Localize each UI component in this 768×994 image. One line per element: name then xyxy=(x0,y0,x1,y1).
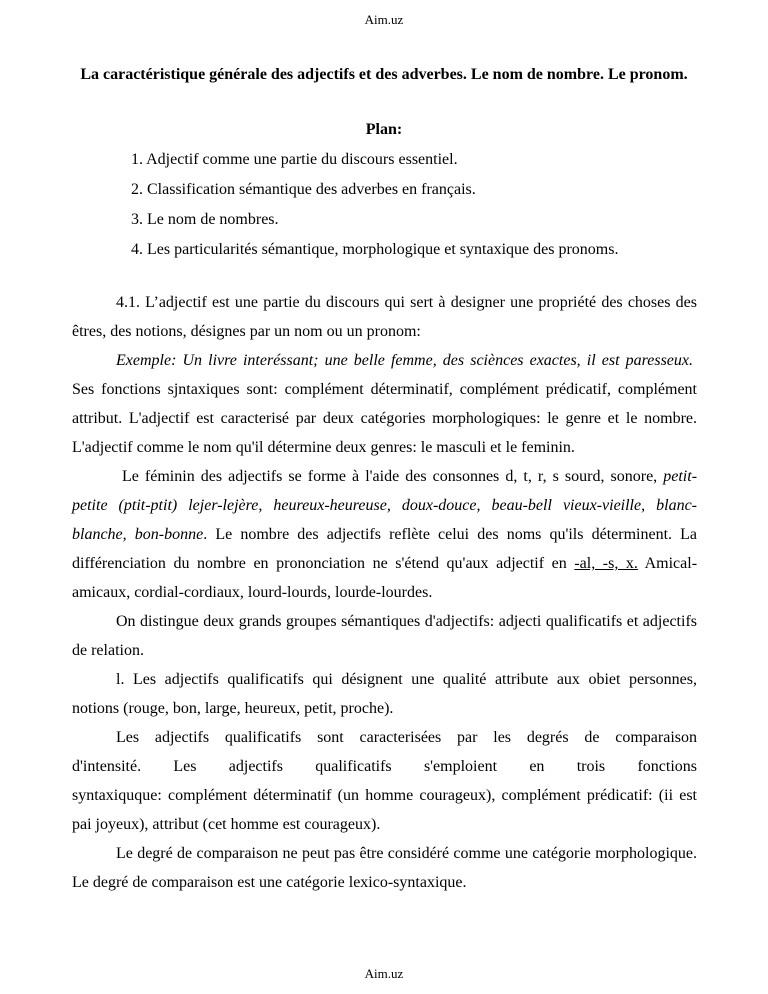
feminine-examples: petit-petite (ptit-ptit) lejer-lejère, heureux-heureuse, doux-douce, beau-bell vieux-vieille, blanc-blanche, bon-bonne xyxy=(72,468,698,543)
number-text: . Le nombre des adjectifs reflète celui des noms qu'ils déterminent. La différenciation du nombre en prononciation ne s'étend qu'aux adjectif en xyxy=(72,526,697,572)
plan-item: 4. Les particularités sémantique, morphologique et syntaxique des pronoms. xyxy=(131,241,619,258)
plan-list xyxy=(131,145,618,265)
page-header: Aim.uz xyxy=(364,12,404,27)
paragraph-definition: 4.1. L’adjectif est une partie du discours qui sert à designer une propriété des choses des êtres, des notions, désignes par un nom ou un pronom: xyxy=(72,294,697,340)
plan-item: 1. Adjectif comme une partie du discours essentiel. xyxy=(131,151,458,168)
paragraph-groups: On distingue deux grands groupes sémantiques d'adjectifs: adjecti qualificatifs et adjectifs de relation. xyxy=(72,613,697,659)
feminine-lead: Le féminin des adjectifs se forme à l'aide des consonnes d, t, r, s sourd, sonore, xyxy=(122,468,658,485)
paragraph-qualificatifs: l. Les adjectifs qualificatifs qui désignent une qualité attribute aux obiet personnes, notions (rouge, bon, large, heureux, petit, proche). xyxy=(72,671,697,717)
paragraph-degrees-rest: syntaxiquque: complément déterminatif (un homme courageux), complément prédicatif: (ii est pai joyeux), attribut (cet homme est courageux). xyxy=(72,787,697,833)
paragraph-example xyxy=(72,346,697,462)
document-title: La caractéristique générale des adjectifs et des adverbes. Le nom de nombre. Le pronom. xyxy=(80,66,688,83)
plural-endings: -al, -s, x. xyxy=(574,555,638,572)
plan-item: 3. Le nom de nombres. xyxy=(131,211,279,228)
paragraph-degrees-line2: d'intensité. Les adjectifs qualificatifs s'emploient en trois fonctions xyxy=(72,758,697,775)
example-text: Exemple: Un livre interéssant; une belle femme, des sciènces exactes, il est paresseux. xyxy=(116,352,693,369)
page-footer: Aim.uz xyxy=(364,966,404,981)
plan-item: 2. Classification sémantique des adverbes en français. xyxy=(131,181,476,198)
functions-text: Ses fonctions sjntaxiques sont: complément déterminatif, complément prédicatif, complément attribut. L'adjectif est caracterisé par deux catégories morphologiques: le genre et le nombre. L'adjectif comme le nom qu'il détermine deux genres: le masculi et le feminin. xyxy=(72,381,697,456)
paragraph-degrees-line1: Les adjectifs qualificatifs sont caracterisées par les degrés de comparaison xyxy=(116,729,697,746)
paragraph-comparison: Le degré de comparaison ne peut pas être considéré comme une catégorie morphologique. Le degré de comparaison est une catégorie lexico-syntaxique. xyxy=(72,845,697,891)
paragraph-feminine xyxy=(72,462,697,607)
document-body xyxy=(72,288,697,897)
plan-heading: Plan: xyxy=(365,121,403,138)
plural-examples: Amical-amicaux, cordial-cordiaux, lourd-lourds, lourde-lourdes. xyxy=(72,555,698,601)
